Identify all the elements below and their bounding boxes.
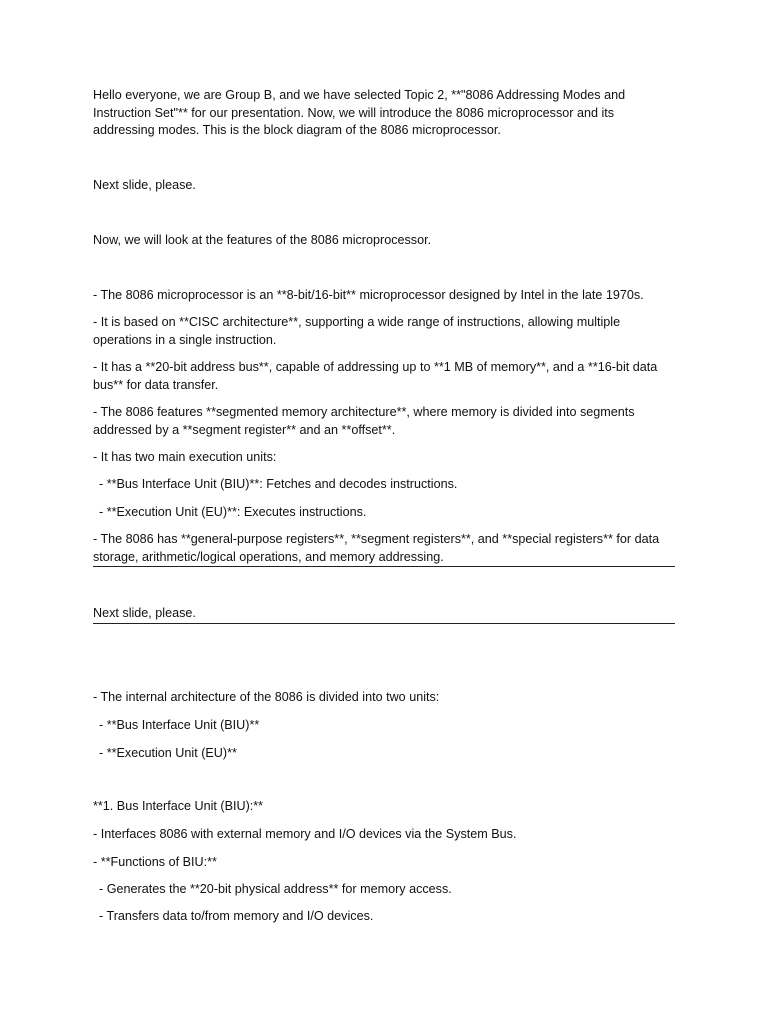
horizontal-rule	[93, 623, 675, 624]
feature-sub-bullet: - **Bus Interface Unit (BIU)**: Fetches and decodes instructions.	[99, 477, 458, 491]
biu-point: - **Functions of BIU:**	[93, 855, 217, 869]
biu-heading: **1. Bus Interface Unit (BIU):**	[93, 799, 264, 813]
feature-bullet: - It has a **20-bit address bus**, capable of addressing up to **1 MB of memory**, and a **16-bit data bus** for data transfer.	[93, 360, 658, 392]
horizontal-rule	[93, 566, 675, 567]
next-slide-line: Next slide, please.	[93, 606, 196, 620]
feature-bullet: - The 8086 has **general-purpose registers**, **segment registers**, and **special registers** for data storage, arithmetic/logical operations, and memory addressing.	[93, 532, 660, 564]
architecture-unit-item: - **Execution Unit (EU)**	[99, 746, 237, 760]
feature-bullet: - It is based on **CISC architecture**, supporting a wide range of instructions, allowing multiple operations in a single instruction.	[93, 315, 621, 347]
features-intro: Now, we will look at the features of the 8086 microprocessor.	[93, 233, 432, 247]
biu-sub-point: - Transfers data to/from memory and I/O devices.	[99, 909, 374, 923]
biu-sub-point: - Generates the **20-bit physical address** for memory access.	[99, 882, 452, 896]
feature-bullet: - It has two main execution units:	[93, 450, 277, 464]
feature-bullet: - The 8086 features **segmented memory architecture**, where memory is divided into segments addressed by a **segment register** and an **offset**.	[93, 405, 635, 437]
next-slide-line: Next slide, please.	[93, 178, 196, 192]
biu-point: - Interfaces 8086 with external memory and I/O devices via the System Bus.	[93, 827, 517, 841]
architecture-intro: - The internal architecture of the 8086 is divided into two units:	[93, 690, 440, 704]
architecture-unit-item: - **Bus Interface Unit (BIU)**	[99, 718, 260, 732]
feature-bullet: - The 8086 microprocessor is an **8-bit/16-bit** microprocessor designed by Intel in the late 1970s.	[93, 288, 644, 302]
intro-paragraph: Hello everyone, we are Group B, and we have selected Topic 2, **"8086 Addressing Modes and Instruction Set"** for our presentation. Now, we will introduce the 8086 microprocessor and its addressing modes. This is the block diagram of the 8086 microprocessor.	[93, 88, 626, 137]
feature-sub-bullet: - **Execution Unit (EU)**: Executes instructions.	[99, 505, 367, 519]
